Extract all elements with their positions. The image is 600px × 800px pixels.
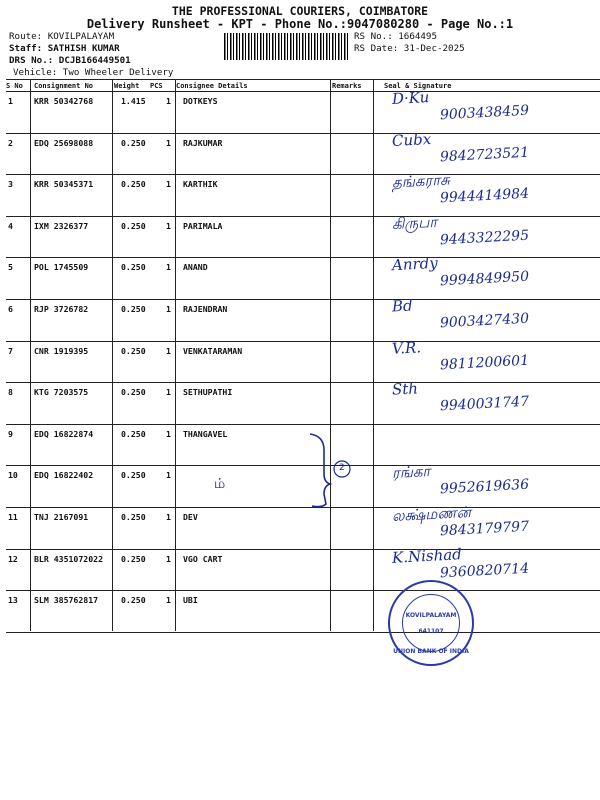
row-consignment: KTG 7203575 <box>34 387 89 398</box>
row-weight: 1.415 <box>121 96 146 106</box>
row-consignment: BLR 4351072022 <box>34 553 104 564</box>
rs-number: RS No.: 1664495 <box>354 31 437 42</box>
row-weight: 0.250 <box>121 179 146 190</box>
row-consignee: PARIMALA <box>183 220 223 231</box>
barcode <box>224 33 348 60</box>
signature-name: லக்ஷ்மணன் <box>391 502 472 526</box>
row-divider <box>6 257 600 258</box>
signature-phone: 9443322295 <box>439 227 530 249</box>
row-pcs: 1 <box>166 387 171 398</box>
row-pcs: 1 <box>166 137 171 148</box>
row-consignment: TNJ 2167091 <box>34 512 89 522</box>
row-consignee: VENKATARAMAN <box>183 345 243 356</box>
signature-phone: 9003438459 <box>439 102 530 124</box>
row-consignee: SETHUPATHI <box>183 387 233 398</box>
signature-phone: 9940031747 <box>439 393 530 415</box>
signature-name: தங்கராசு <box>391 170 451 192</box>
vehicle-label: Vehicle: Two Wheeler Delivery <box>13 67 174 78</box>
row-consignment: EDQ 25698088 <box>34 137 94 148</box>
signature-phone: 9994849950 <box>439 269 530 290</box>
row-consignment: EDQ 16822402 <box>34 470 94 481</box>
row-divider <box>6 174 600 175</box>
row-sno: 3 <box>8 179 13 190</box>
signature-name: Sth <box>391 379 419 399</box>
row-pcs: 1 <box>166 220 171 231</box>
row-divider <box>6 590 600 591</box>
row-weight: 0.250 <box>121 387 146 398</box>
signature-name: D·Ku <box>391 88 430 108</box>
row-weight: 0.250 <box>121 553 146 564</box>
bracket-annotation <box>300 430 360 510</box>
row-divider <box>6 549 600 550</box>
company-title: THE PROFESSIONAL COURIERS, COIMBATORE <box>171 4 429 18</box>
signature-phone: 9944414984 <box>439 185 530 207</box>
row-consignment: IXM 2326377 <box>34 220 89 231</box>
row-pcs: 1 <box>166 262 171 273</box>
row-sno: 4 <box>8 220 13 231</box>
row-consignee: KARTHIK <box>183 179 218 190</box>
rs-date: RS Date: 31-Dec-2025 <box>354 43 465 54</box>
col-header-consignee: Consignee Details <box>176 82 248 90</box>
row-divider <box>6 341 600 342</box>
row-divider <box>6 424 600 425</box>
signature-phone: 9952619636 <box>439 477 530 498</box>
col-header-sno: S No <box>6 82 23 90</box>
row-sno: 13 <box>8 595 18 606</box>
signature-phone: 9003427430 <box>439 310 530 332</box>
signature-name: Anrdy <box>391 254 439 275</box>
staff-label: Staff: SATHISH KUMAR <box>9 43 120 54</box>
row10-mark: ம் <box>214 476 226 492</box>
drs-label: DRS No.: DCJB166449501 <box>9 55 131 66</box>
row-consignee: DEV <box>183 512 198 522</box>
row-consignment: POL 1745509 <box>34 262 89 273</box>
stamp-branch: KOVILPALAYAM <box>405 612 457 619</box>
row-consignee: RAJKUMAR <box>183 137 223 148</box>
row-pcs: 1 <box>166 96 171 106</box>
table-top-border <box>6 79 600 80</box>
row-consignment: KRR 50342768 <box>34 96 94 106</box>
row-weight: 0.250 <box>121 220 146 231</box>
row-sno: 9 <box>8 428 13 439</box>
row-sno: 6 <box>8 304 13 314</box>
row-consignment: SLM 385762817 <box>34 595 99 606</box>
row-consignee: UBI <box>183 595 198 606</box>
row-pcs: 1 <box>166 304 171 314</box>
row-pcs: 1 <box>166 512 171 522</box>
row-weight: 0.250 <box>121 595 146 606</box>
row-pcs: 1 <box>166 345 171 356</box>
signature-name: ரங்கா <box>391 462 431 483</box>
row-consignee: RAJENDRAN <box>183 304 228 314</box>
col-header-weight: Weight <box>114 82 140 90</box>
row-weight: 0.250 <box>121 428 146 439</box>
row-divider <box>6 133 600 134</box>
row-consignee: DOTKEYS <box>183 96 218 106</box>
runsheet-title: Delivery Runsheet - KPT - Phone No.:9047080280 - Page No.:1 <box>86 17 514 31</box>
route-label: Route: KOVILPALAYAM <box>9 31 115 42</box>
row-weight: 0.250 <box>121 470 146 481</box>
row-divider <box>6 216 600 217</box>
row-consignment: CNR 1919395 <box>34 345 89 356</box>
row-sno: 8 <box>8 387 13 398</box>
signature-name: கிருபா <box>391 212 438 233</box>
signature-name: V.R. <box>391 337 422 358</box>
row-consignment: EDQ 16822874 <box>34 428 94 439</box>
row-weight: 0.250 <box>121 512 146 522</box>
signature-name: K.Nishad <box>391 544 463 567</box>
row-pcs: 1 <box>166 470 171 481</box>
row-consignment: KRR 50345371 <box>34 179 94 190</box>
table-header-border <box>6 91 600 92</box>
row-sno: 2 <box>8 137 13 148</box>
bracket-note: 2 <box>339 463 345 473</box>
row-divider <box>6 382 600 383</box>
row-weight: 0.250 <box>121 262 146 273</box>
row-consignee: THANGAVEL <box>183 428 228 439</box>
row-sno: 12 <box>8 553 18 564</box>
row-divider <box>6 299 600 300</box>
col-header-consignment: Consignment No <box>34 82 94 90</box>
bank-stamp <box>388 580 474 666</box>
row-consignee: ANAND <box>183 262 208 273</box>
stamp-bank: UNION BANK OF INDIA <box>393 648 469 655</box>
row-pcs: 1 <box>166 553 171 564</box>
signature-name: Cubx <box>391 129 432 150</box>
row-sno: 10 <box>8 470 18 481</box>
row-weight: 0.250 <box>121 137 146 148</box>
stamp-pin: 641107 <box>418 628 444 635</box>
col-header-pcs: PCS <box>150 82 163 90</box>
row-pcs: 1 <box>166 595 171 606</box>
signature-phone: 9360820714 <box>439 560 530 581</box>
row-weight: 0.250 <box>121 304 146 314</box>
row-weight: 0.250 <box>121 345 146 356</box>
signature-phone: 9811200601 <box>439 352 530 373</box>
signature-phone: 9843179797 <box>439 518 530 540</box>
row-divider <box>6 632 600 633</box>
row-sno: 5 <box>8 262 13 273</box>
row-pcs: 1 <box>166 428 171 439</box>
row-sno: 1 <box>8 96 13 106</box>
col-header-seal: Seal & Signature <box>384 82 452 90</box>
row-sno: 7 <box>8 345 13 356</box>
row-pcs: 1 <box>166 179 171 190</box>
signature-name: Bd <box>391 296 414 316</box>
col-header-remarks: Remarks <box>332 82 362 90</box>
row-sno: 11 <box>8 512 18 522</box>
row-consignee: VGO CART <box>183 553 223 564</box>
stamp-inner-ring <box>402 594 460 652</box>
row-consignment: RJP 3726782 <box>34 304 89 314</box>
signature-phone: 9842723521 <box>439 144 530 165</box>
